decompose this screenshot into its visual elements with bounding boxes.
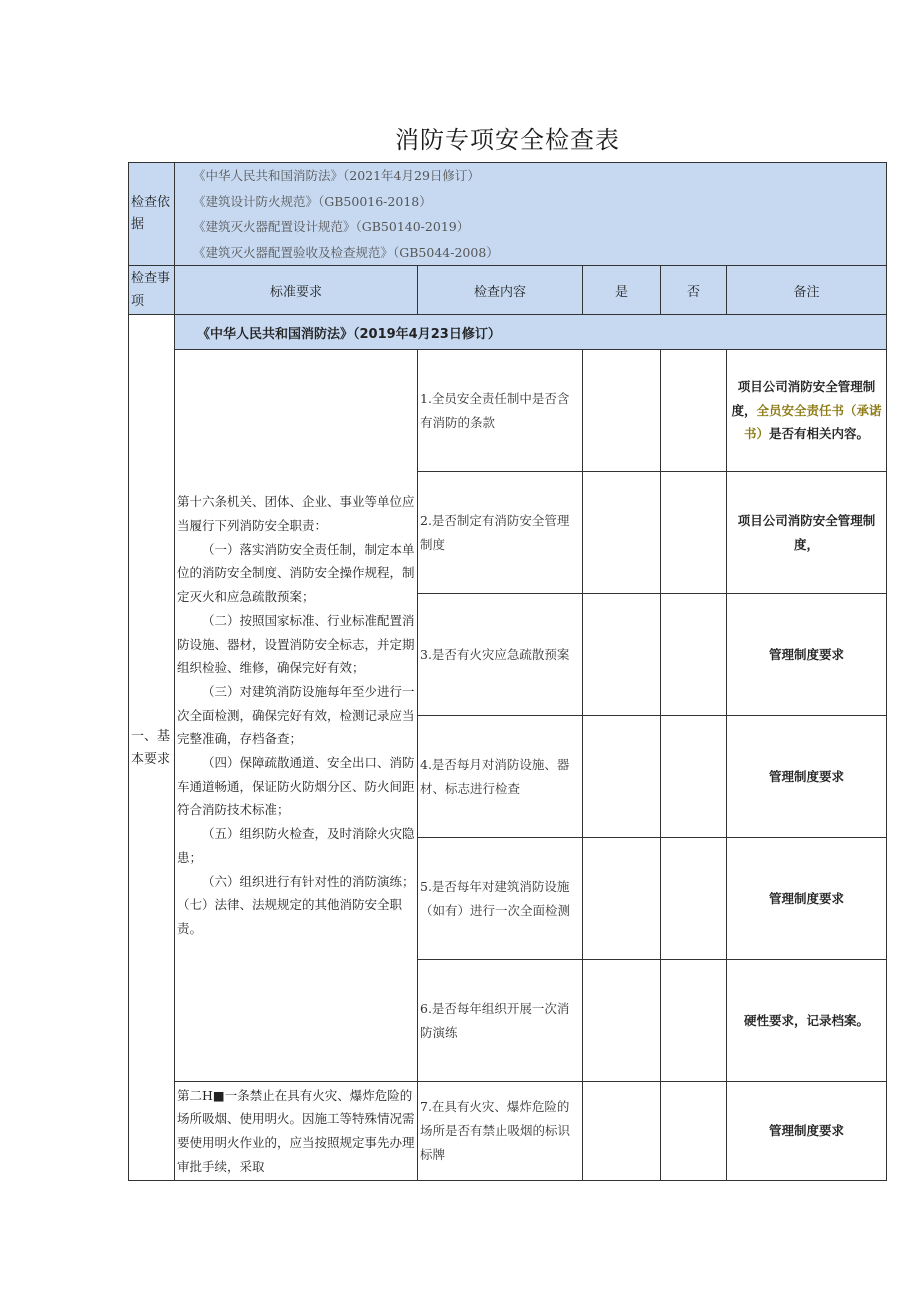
- remark-cell: 管理制度要求: [727, 594, 887, 716]
- header-content: 检查内容: [418, 266, 583, 315]
- remark-highlight: 全员安全责任书（承诺书）: [743, 402, 882, 442]
- law-title: 《中华人民共和国消防法》（2019年4月23日修订）: [175, 315, 887, 350]
- basis-item: 《中华人民共和国消防法》（2021年4月29日修订）: [193, 168, 480, 183]
- remark-cell: 项目公司消防安全管理制度，: [727, 472, 887, 594]
- header-row: [129, 266, 887, 315]
- basis-row: [129, 163, 887, 266]
- standard-text: （三）对建筑消防设施每年至少进行一次全面检测，确保完好有效，检测记录应当完整准确，存档备查；: [177, 683, 415, 747]
- yes-cell[interactable]: [583, 716, 661, 838]
- check-content: 1.全员安全责任制中是否含有消防的条款: [418, 350, 583, 472]
- header-item: 检查事项: [129, 266, 175, 315]
- header-no: 否: [661, 266, 727, 315]
- header-standard: 标准要求: [175, 266, 418, 315]
- standard-text: （七）法律、法规规定的其他消防安全职责。: [177, 897, 403, 936]
- basis-item: 《建筑灭火器配置设计规范》（GB50140-2019）: [193, 219, 470, 234]
- basis-item: 《建筑设计防火规范》（GB50016-2018）: [193, 193, 432, 209]
- no-cell[interactable]: [661, 960, 727, 1082]
- standard-article-16: [175, 350, 418, 1082]
- remark-cell: 管理制度要求: [727, 716, 887, 838]
- basis-item: 《建筑灭火器配置验收及检查规范》（GB5044-2008）: [193, 244, 499, 260]
- standard-text: （六）组织进行有针对性的消防演练；: [202, 873, 415, 889]
- check-content: 2.是否制定有消防安全管理制度: [418, 472, 583, 594]
- remark-cell: 管理制度要求: [727, 1082, 887, 1181]
- section-label: 一、基本要求: [129, 315, 175, 1181]
- check-content: 7.在具有火灾、爆炸危险的场所是否有禁止吸烟的标识标牌: [418, 1082, 583, 1181]
- no-cell[interactable]: [661, 838, 727, 960]
- law-row: [129, 315, 887, 350]
- check-content: 5.是否每年对建筑消防设施（如有）进行一次全面检测: [418, 838, 583, 960]
- check-row: [129, 1082, 887, 1181]
- no-cell[interactable]: [661, 350, 727, 472]
- no-cell[interactable]: [661, 1082, 727, 1181]
- no-cell[interactable]: [661, 716, 727, 838]
- standard-text: （五）组织防火检查，及时消除火灾隐患；: [177, 826, 415, 865]
- header-yes: 是: [583, 266, 661, 315]
- remark-cell: [727, 350, 887, 472]
- standard-text: 第十六条机关、团体、企业、事业等单位应当履行下列消防安全职责：: [177, 494, 415, 534]
- yes-cell[interactable]: [583, 838, 661, 960]
- yes-cell[interactable]: [583, 1082, 661, 1181]
- yes-cell[interactable]: [583, 594, 661, 716]
- standard-text: （四）保障疏散通道、安全出口、消防车通道畅通，保证防火防烟分区、防火间距符合消防技术标准；: [177, 755, 415, 818]
- yes-cell[interactable]: [583, 960, 661, 1082]
- check-row: [129, 350, 887, 472]
- standard-text: （二）按照国家标准、行业标准配置消防设施、器材，设置消防安全标志，并定期组织检验、维修，确保完好有效；: [177, 612, 415, 676]
- check-content: 6.是否每年组织开展一次消防演练: [418, 960, 583, 1082]
- yes-cell[interactable]: [583, 472, 661, 594]
- remark-text: 是否有相关内容。: [769, 426, 870, 442]
- basis-list: [175, 163, 887, 266]
- basis-label: 检查依据: [129, 163, 175, 266]
- no-cell[interactable]: [661, 472, 727, 594]
- remark-cell: 管理制度要求: [727, 838, 887, 960]
- standard-text: （一）落实消防安全责任制，制定本单位的消防安全制度、消防安全操作规程，制定灭火和应急疏散预案；: [177, 541, 415, 605]
- check-content: 4.是否每月对消防设施、器材、标志进行检查: [418, 716, 583, 838]
- remark-text: 项目公司消防安全管理制度，: [731, 379, 876, 418]
- standard-article-21: 第二H■一条禁止在具有火灾、爆炸危险的场所吸烟、使用明火。因施工等特殊情况需要使用明火作业的，应当按照规定事先办理审批手续，采取: [175, 1082, 418, 1181]
- yes-cell[interactable]: [583, 350, 661, 472]
- check-content: 3.是否有火灾应急疏散预案: [418, 594, 583, 716]
- remark-cell: 硬性要求，记录档案。: [727, 960, 887, 1082]
- inspection-table: [128, 162, 887, 1181]
- header-remark: 备注: [727, 266, 887, 315]
- no-cell[interactable]: [661, 594, 727, 716]
- page-title: 消防专项安全检查表: [395, 126, 620, 154]
